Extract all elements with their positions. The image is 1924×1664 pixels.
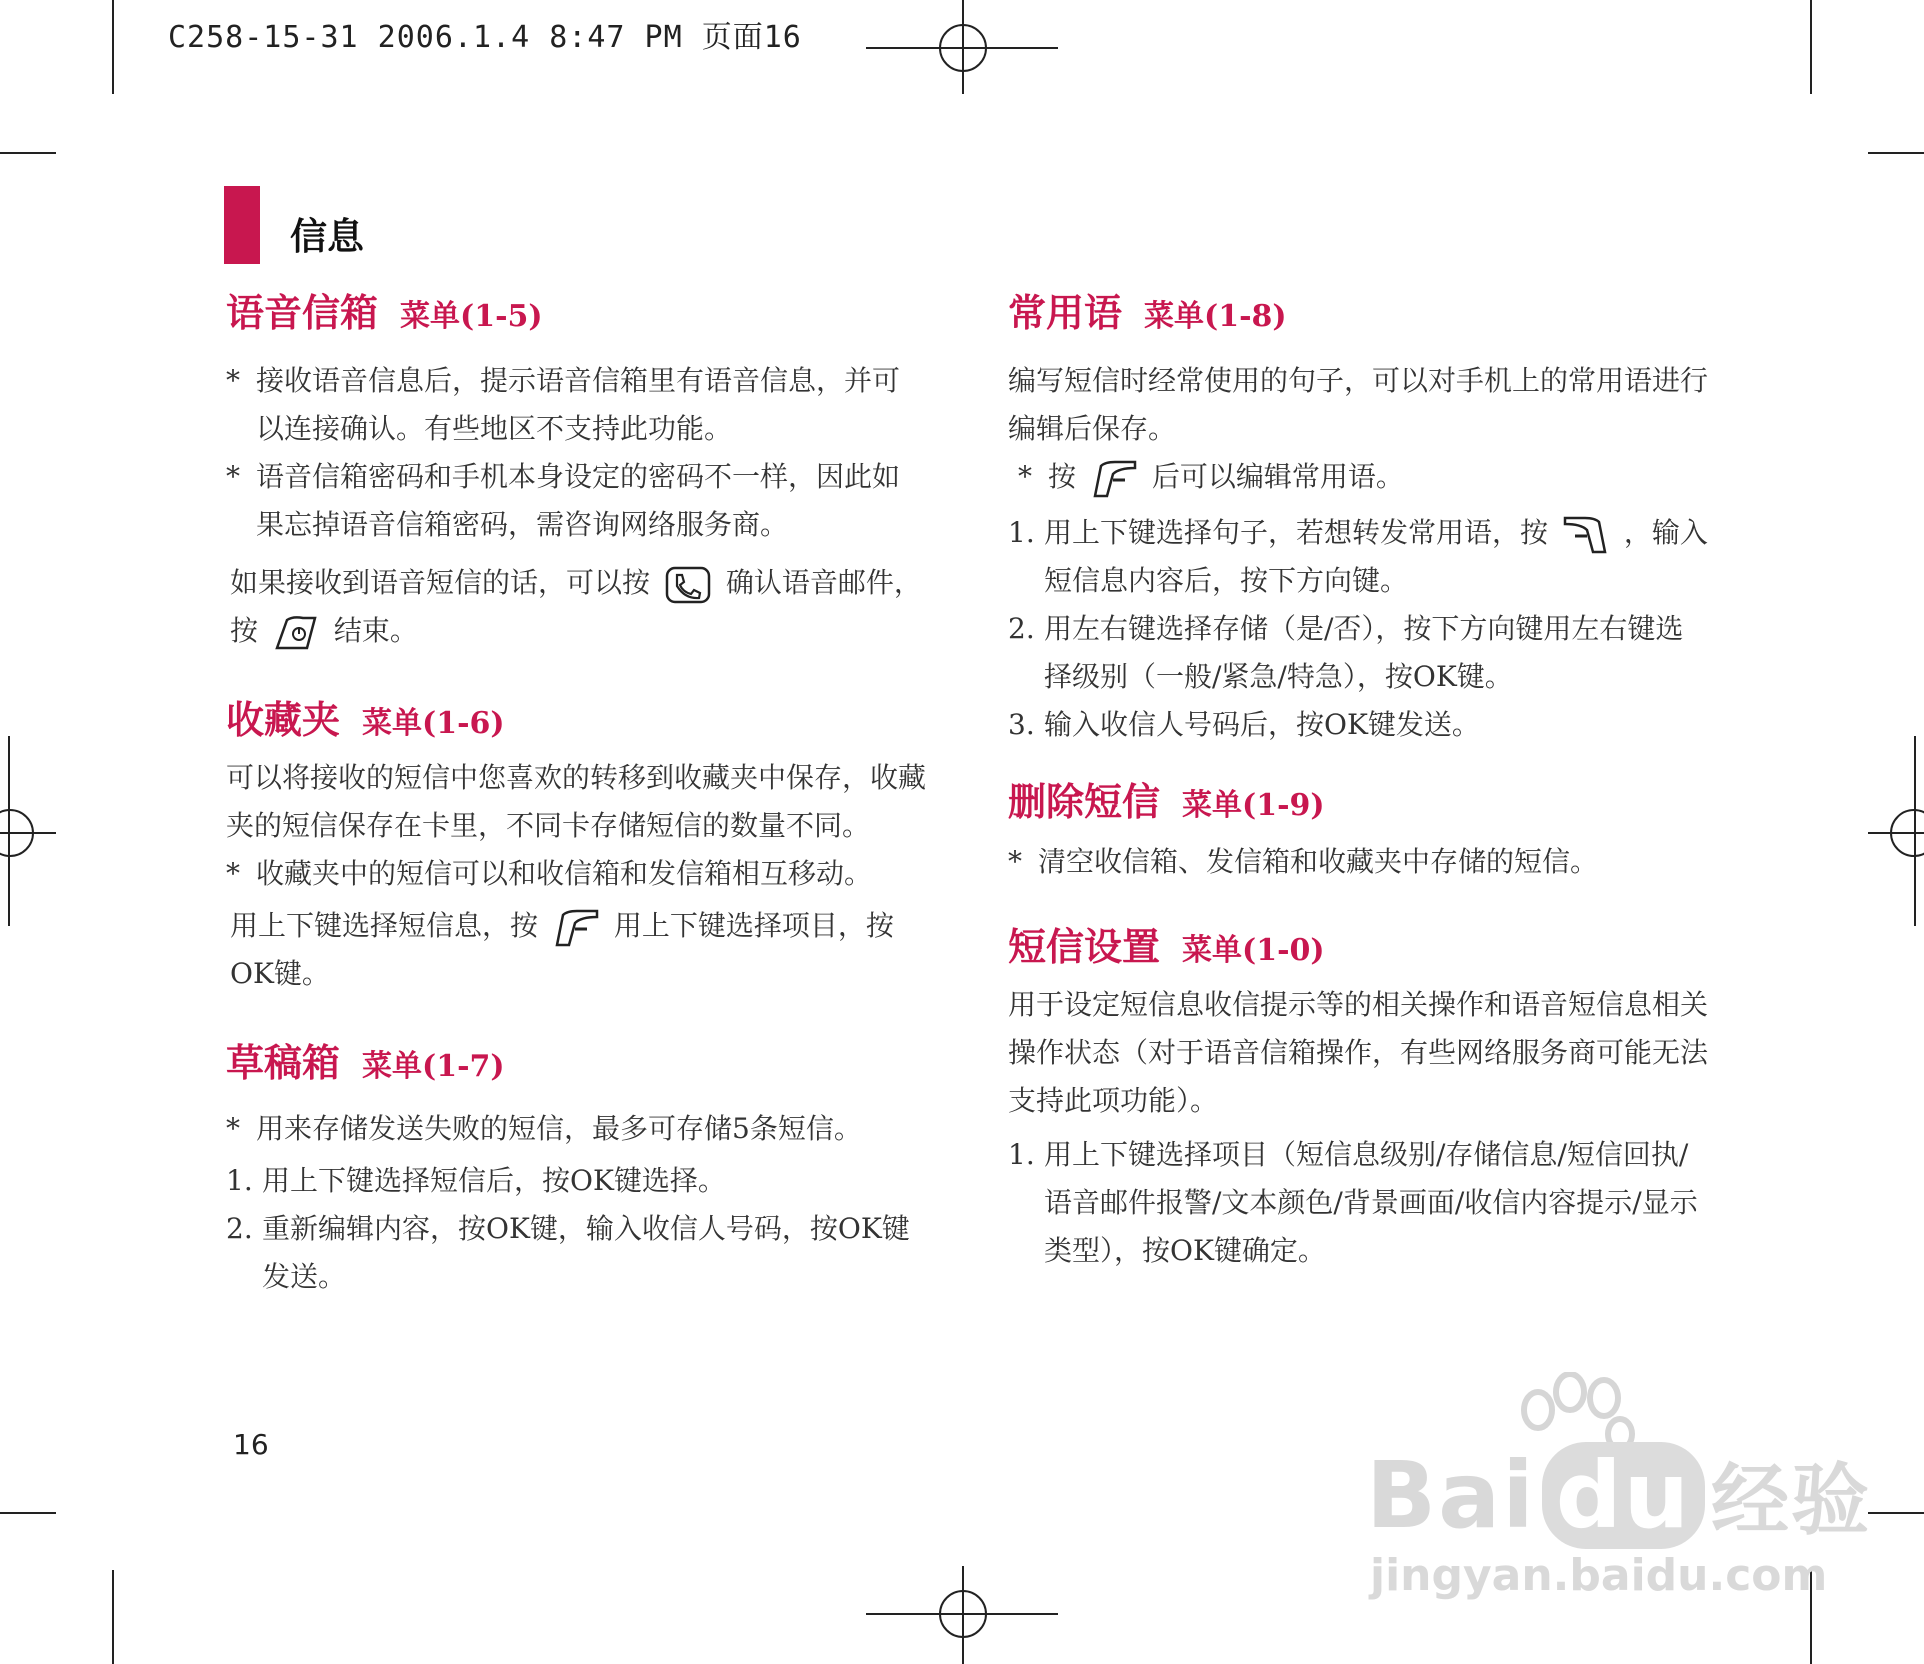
section-settings (1008, 916, 1708, 1275)
section-title-text: 草稿箱 (226, 1041, 341, 1085)
section-menu-code: 菜单(1-5) (400, 299, 543, 334)
section-templates (1008, 282, 1708, 749)
crop-mark-top-left-h (0, 152, 56, 154)
crop-mark-top-left-v (112, 0, 114, 94)
section-favorites (226, 689, 926, 998)
section-menu-code: 菜单(1-6) (362, 706, 505, 741)
page-number: 16 (233, 1428, 269, 1461)
numbered-step: 1. 用上下键选择句子，若想转发常用语，按 ，输入短信息内容后，按下方向键。 (1008, 516, 1708, 597)
section-title-text: 语音信箱 (226, 291, 379, 335)
section-menu-code: 菜单(1-0) (1182, 933, 1325, 968)
section-title (226, 282, 926, 337)
paragraph: 用于设定短信息收信提示等的相关操作和语音短信息相关操作状态（对于语音信箱操作，有些网络服务商可能无法支持此项功能）。 (1008, 988, 1709, 1117)
section-title-text: 常用语 (1008, 291, 1123, 335)
left-soft-key-icon (553, 909, 599, 947)
right-soft-key-icon (1563, 516, 1609, 554)
numbered-step: 1. 用上下键选择项目（短信息级别/存储信息/短信回执/语音邮件报警/文本颜色/背景画面/收信内容提示/显示类型），按OK键确定。 (1008, 1138, 1698, 1267)
end-key-icon (273, 614, 319, 652)
paragraph: 可以将接收的短信中您喜欢的转移到收藏夹中保存，收藏夹的短信保存在卡里，不同卡存储短信的数量不同。 (226, 761, 927, 842)
numbered-step: 2. 重新编辑内容，按OK键，输入收信人号码，按OK键发送。 (226, 1212, 910, 1293)
paragraph: 如果接收到语音短信的话，可以按 确认语音邮件，按 结束。 (226, 559, 926, 655)
section-title-text: 短信设置 (1008, 925, 1161, 969)
watermark (1360, 1372, 1872, 1612)
bullet-item: * 用来存储发送失败的短信，最多可存储5条短信。 (226, 1112, 862, 1145)
right-column (1008, 282, 1708, 1275)
section-title (226, 689, 926, 744)
left-column (226, 282, 926, 1301)
section-voicemail (226, 282, 926, 655)
section-menu-code: 菜单(1-9) (1182, 788, 1325, 823)
paragraph: 用上下键选择短信息，按 用上下键选择项目，按OK键。 (230, 909, 894, 990)
numbered-step: 3. 输入收信人号码后，按OK键发送。 (1008, 708, 1480, 741)
chapter-title: 信息 (290, 215, 364, 258)
section-menu-code: 菜单(1-7) (362, 1049, 505, 1084)
section-menu-code: 菜单(1-8) (1144, 299, 1287, 334)
watermark-brand: Bai du 经验 (1366, 1442, 1872, 1549)
chapter-accent-bar (224, 186, 260, 264)
bullet-item: * 接收语音信息后，提示语音信箱里有语音信息，并可以连接确认。有些地区不支持此功能。 (226, 364, 901, 445)
print-slug-line: C258-15-31 2006.1.4 8:47 PM 页面16 (168, 20, 802, 55)
section-title-text: 收藏夹 (226, 698, 341, 742)
paragraph: 编写短信时经常使用的句子，可以对手机上的常用语进行编辑后保存。 (1008, 364, 1709, 445)
numbered-step: 1. 用上下键选择短信后，按OK键选择。 (226, 1164, 726, 1197)
crop-mark-bottom-left-h (0, 1512, 56, 1514)
section-delete (1008, 771, 1708, 886)
watermark-url: jingyan.baidu.com (1370, 1550, 1828, 1601)
section-title (1008, 771, 1708, 826)
crop-mark-top-right-v (1810, 0, 1812, 94)
bullet-item: * 按 后可以编辑常用语。 (1018, 453, 1708, 501)
section-title (1008, 282, 1708, 337)
crop-mark-top-right-h (1868, 152, 1924, 154)
numbered-step: 2. 用左右键选择存储（是/否），按下方向键用左右键选择级别（一般/紧急/特急），按OK键。 (1008, 612, 1684, 693)
section-title-text: 删除短信 (1008, 780, 1161, 824)
call-key-icon (665, 566, 711, 604)
bullet-item: * 收藏夹中的短信可以和收信箱和发信箱相互移动。 (226, 857, 873, 890)
crop-mark-bottom-right-h (1868, 1512, 1924, 1514)
section-drafts (226, 1032, 926, 1301)
bullet-item: * 语音信箱密码和手机本身设定的密码不一样，因此如果忘掉语音信箱密码，需咨询网络服务商。 (226, 460, 901, 541)
left-soft-key-icon (1091, 460, 1137, 498)
crop-mark-bottom-left-v (112, 1570, 114, 1664)
section-title (1008, 916, 1708, 971)
section-title (226, 1032, 926, 1087)
bullet-item: * 清空收信箱、发信箱和收藏夹中存储的短信。 (1008, 845, 1599, 878)
